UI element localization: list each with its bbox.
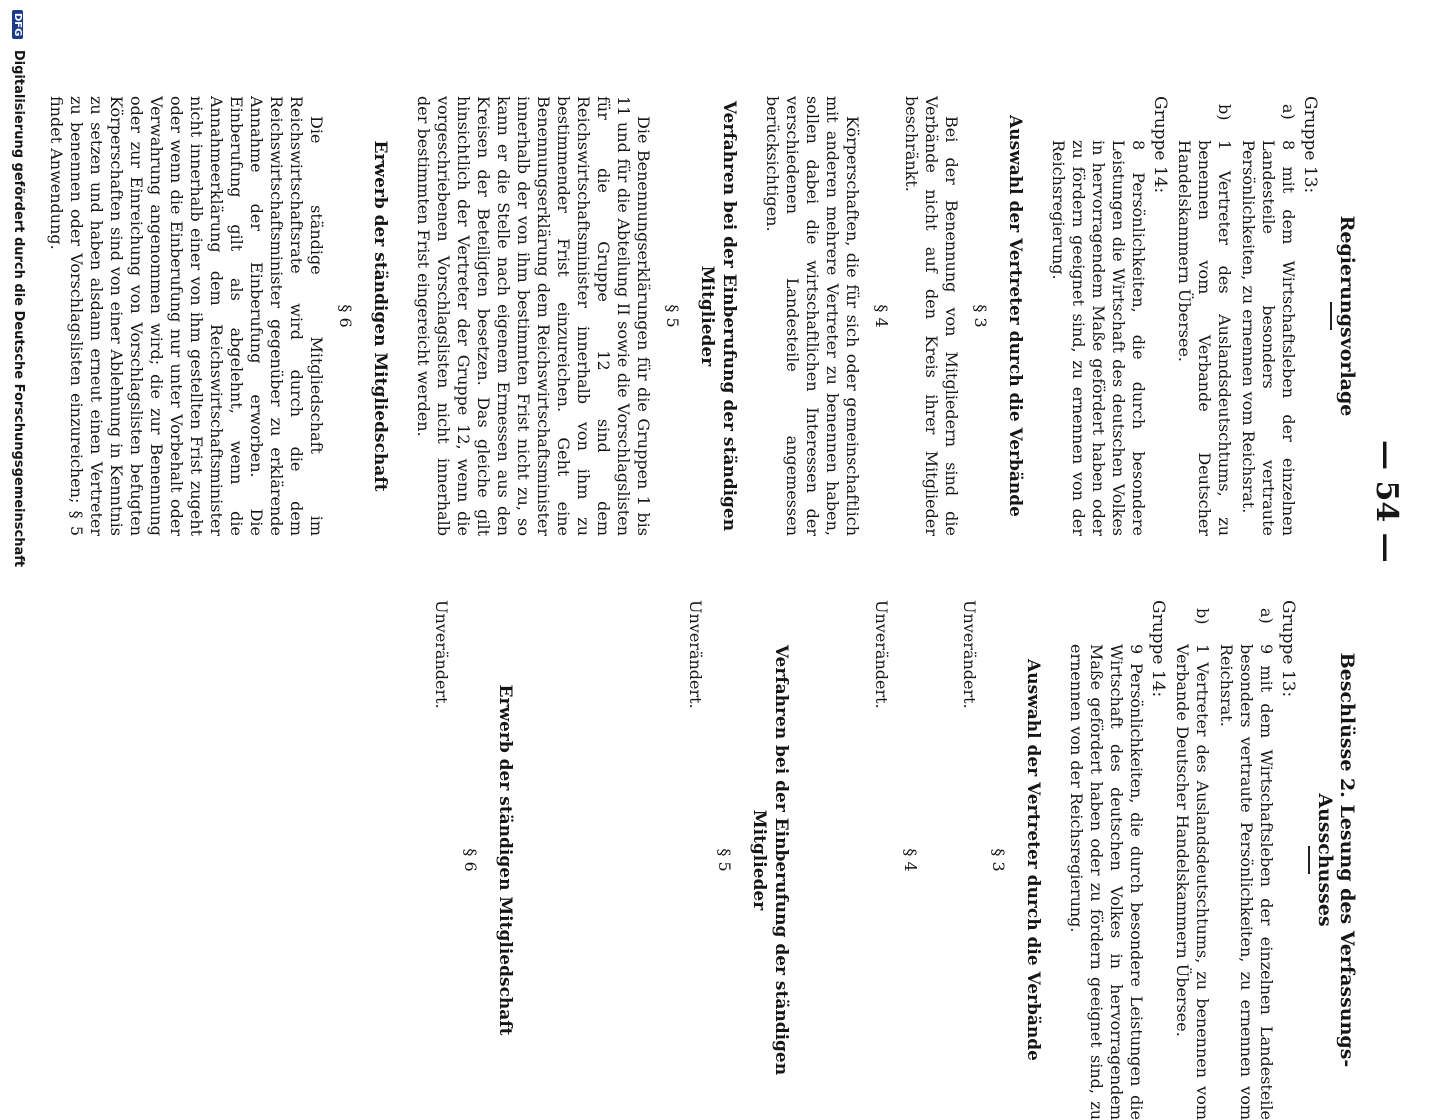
item-label: a) xyxy=(1279,104,1298,120)
paragraph-3-number: § 3 xyxy=(989,848,1008,872)
gruppe-14-item xyxy=(1066,600,1146,1120)
item-text: 9 mit dem Wirtschaftsleben der einzelnen Landesteile besonders vertraute Persönlichkeiten, zu ernennen vom Reichsrat. xyxy=(1217,644,1276,1120)
paragraph-3-number: § 3 xyxy=(971,304,990,328)
item-text: 1 Vertreter des Auslandsdeutschtums, zu benennen vom Verbande Deutscher Handelskammern Übersee. xyxy=(1173,644,1212,1120)
item-label: b) xyxy=(1193,608,1212,625)
header-rule xyxy=(1308,846,1310,874)
heading-verfahren-einberufung: Verfahren bei der Einberufung der ständigen Mitglieder xyxy=(697,100,739,532)
paragraph-4-number: § 4 xyxy=(901,848,920,872)
gruppe-13-item-a xyxy=(1238,96,1298,536)
header-rule xyxy=(1330,302,1332,330)
heading-auswahl-vertreter: Auswahl der Vertreter durch die Verbände xyxy=(1023,659,1043,1061)
heading-erwerb-mitgliedschaft: Erwerb der ständigen Mitgliedschaft xyxy=(495,684,515,1036)
gruppe-14-item xyxy=(1048,96,1148,536)
right-column-header: Beschlüsse 2. Lesung des Verfassungs-Ausschusses xyxy=(1314,652,1358,1068)
paragraph-6-text: Die ständige Mitgliedschaft im Reichswirtschaftsrate wird durch die dem Reichswirtschaftsminister gegenüber zu erklärende Annahme der Einberufung erworben. Die Einberufung gilt als abgelehnt, wenn die Annahmeerklärung dem Reichswirtschaftsminister nicht innerhalb einer von ihm gestellten Frist zugeht oder wenn die Einberufung nur unter Vorbehalt oder Verwahrung angenommen wird; die zur Benennung oder zur Einreichung von Vorschlagslisten befugten Körperschaften sind von einer Ablehnung in Kenntnis zu setzen und haben alsdann erneut einen Vertreter zu benennen oder Vorschlagslisten einzureichen; § 5 findet Anwendung. xyxy=(47,96,326,536)
gruppe-14-title: Gruppe 14: xyxy=(1148,600,1168,698)
right-column-beschluesse xyxy=(432,600,1358,1120)
paragraph-6-number: § 6 xyxy=(461,848,480,872)
item-label: b) xyxy=(1215,104,1234,121)
heading-verfahren-einberufung: Verfahren bei der Einberufung der ständigen Mitglieder xyxy=(749,644,791,1076)
paragraph-5-number: § 5 xyxy=(663,304,682,328)
digitization-note xyxy=(11,10,26,990)
paragraph-5-unchanged: Unverändert. xyxy=(686,600,705,709)
item-text: 9 Persönlichkeiten, die durch besondere Leistungen die Wirtschaft des deutschen Volkes in hervorragendem Maße gefördert haben oder zu fördern geeignet sind, zu ernennen von der Reichsregierung. xyxy=(1067,644,1146,1120)
paragraph-4-number: § 4 xyxy=(872,304,891,328)
dfg-logo-icon: DFG xyxy=(12,10,23,39)
item-text: 8 mit dem Wirtschaftsleben der einzelnen Landesteile besonders vertraute Persönlichkeiten, zu ernennen vom Reichsrat. xyxy=(1239,140,1298,536)
paragraph-6-number: § 6 xyxy=(336,304,355,328)
paragraph-4-text: Körperschaften, die für sich oder gemeinschaftlich mit anderen mehrere Vertreter zu benennen haben, sollen dabei die wirtschaftlichen Interessen der verschiedenen Landesteile angemessen berücksichtigen. xyxy=(763,96,862,536)
left-column-header: Regierungsvorlage xyxy=(1336,215,1358,417)
item-text: 1 Vertreter des Auslandsdeutschtums, zu benennen vom Verbande Deutscher Handelskammern Übersee. xyxy=(1175,140,1234,536)
gruppe-13-title: Gruppe 13: xyxy=(1278,600,1298,698)
heading-erwerb-mitgliedschaft: Erwerb der ständigen Mitgliedschaft xyxy=(370,140,390,492)
paragraph-3-text: Bei der Benennung von Mitgliedern sind die Verbände nicht auf den Kreis ihrer Mitglieder beschränkt. xyxy=(902,96,961,536)
gruppe-13-title: Gruppe 13: xyxy=(1300,96,1320,194)
paragraph-4-unchanged: Unverändert. xyxy=(872,600,891,709)
paragraph-5-number: § 5 xyxy=(715,848,734,872)
paragraph-5-text: Die Benennungserklärungen für die Gruppen 1 bis 11 und für die Abteilung II sowie die Vorschlagslisten für die Gruppe 12 sind dem Reichswirtschaftsminister innerhalb von ihm zu bestimmender Frist einzureichen. Geht eine Benennungserklärung dem Reichswirtschaftsminister innerhalb der von ihm bestimmten Frist nicht zu, so kann er die Stelle nach eigenem Ermessen aus den Kreisen der Beteiligten besetzen. Das gleiche gilt hinsichtlich der Vertreter der Gruppe 12, wenn die vorgeschriebenen Vorschlagslisten nicht innerhalb der bestimmten Frist eingereicht werden. xyxy=(414,96,653,536)
left-column-regierungsvorlage xyxy=(40,96,1358,536)
item-text: 8 Persönlichkeiten, die durch besondere Leistungen die Wirtschaft des deutschen Volkes in hervorragendem Maße gefördert haben oder zu fördern geeignet sind, zu ernennen von der Reichsregierung. xyxy=(1049,140,1148,536)
item-label: a) xyxy=(1257,608,1276,624)
gruppe-13-item-a xyxy=(1216,600,1276,1120)
gruppe-13-item-b xyxy=(1174,96,1234,536)
gruppe-14-title: Gruppe 14: xyxy=(1150,96,1170,194)
digitization-note-text: Digitalisierung gefördert durch die Deutsche Forschungsgemeinschaft xyxy=(11,49,26,568)
page-number: — 54 — xyxy=(1369,440,1404,563)
paragraph-3-unchanged: Unverändert. xyxy=(960,600,979,709)
heading-auswahl-vertreter: Auswahl der Vertreter durch die Verbände xyxy=(1005,115,1025,517)
paragraph-6-unchanged: Unverändert. xyxy=(432,600,451,709)
gruppe-13-item-b xyxy=(1172,600,1212,1120)
